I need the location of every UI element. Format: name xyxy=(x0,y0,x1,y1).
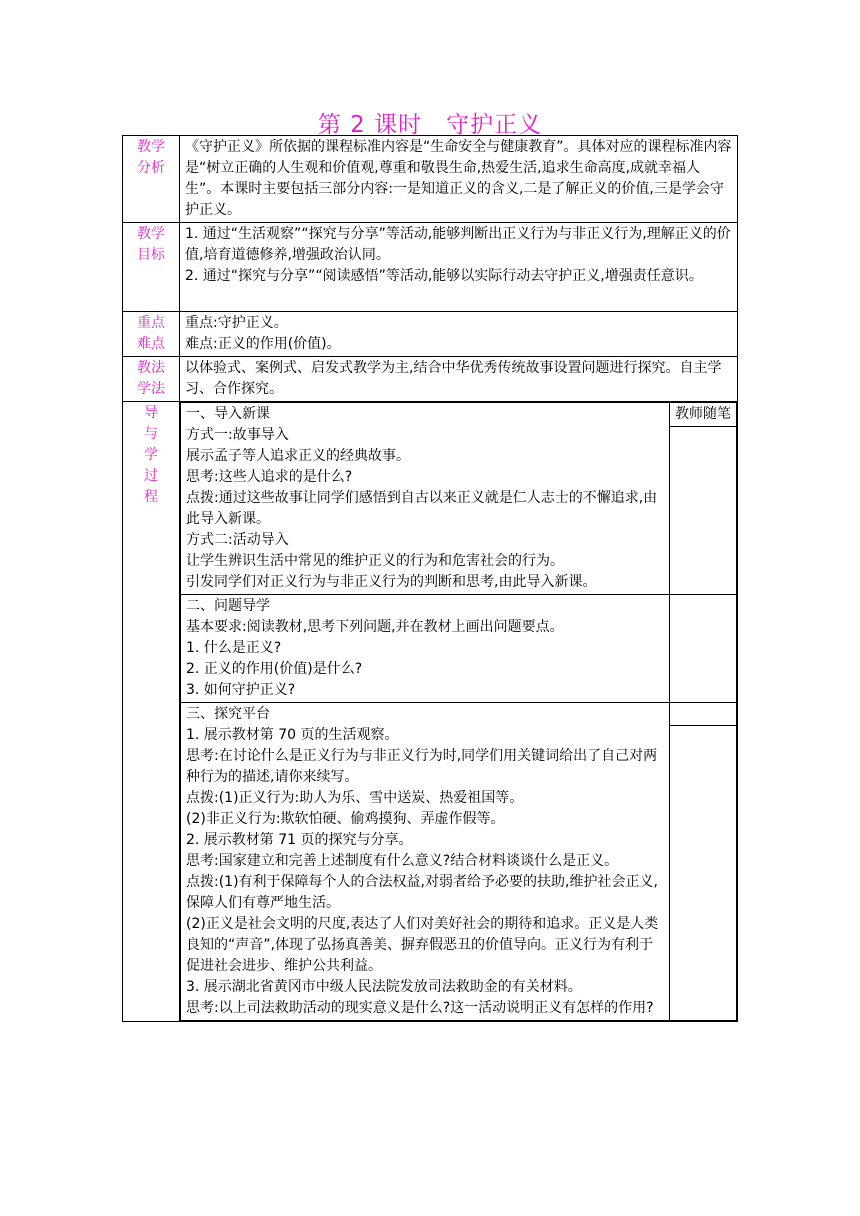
process-label xyxy=(123,402,180,1022)
teacher-notes-column xyxy=(670,403,737,595)
notes-divider xyxy=(670,703,736,726)
section-heading: 二、问题导学 xyxy=(186,598,270,614)
section-heading: 三、探究平台 xyxy=(186,706,270,722)
text-line: 3. 展示湖北省黄冈市中级人民法院发放司法救助金的有关材料。 xyxy=(186,979,582,995)
section-intro-text xyxy=(181,403,670,595)
key-point-item: 难点:正义的作用(价值)。 xyxy=(185,336,341,352)
section-explore-text xyxy=(181,703,670,1021)
process-table xyxy=(180,402,737,1021)
section-questions-text xyxy=(181,595,670,703)
process-content xyxy=(180,402,738,1022)
text-line: 让学生辨识生活中常见的维护正义的行为和危害社会的行为。 xyxy=(186,553,564,569)
text-line: 3. 如何守护正义? xyxy=(186,682,296,698)
text-line: 引发同学们对正义行为与非正义行为的判断和思考,由此导入新课。 xyxy=(186,574,597,590)
teaching-analysis-label xyxy=(123,136,180,223)
label-line: 重点 xyxy=(137,315,165,331)
process-row xyxy=(123,402,738,1022)
label-line: 教法 xyxy=(137,360,165,376)
teaching-goals-row xyxy=(123,223,738,312)
label-line: 分析 xyxy=(137,160,165,176)
teaching-goals-text xyxy=(180,223,738,312)
text-line: 思考:这些人追求的是什么? xyxy=(186,469,353,485)
label-line: 教学 xyxy=(137,226,165,242)
text-line: 点拨:通过这些故事让同学们感悟到自古以来正义就是仁人志士的不懈追求,由此导入新课。 xyxy=(186,490,658,527)
text-line: 1. 展示教材第 70 页的生活观察。 xyxy=(186,727,399,743)
label-line: 学法 xyxy=(137,381,165,397)
label-line: 与 xyxy=(144,426,158,442)
method-text: 以体验式、案例式、启发式教学为主,结合中华优秀传统故事设置问题进行探究。自主学习、合作探究。 xyxy=(180,357,738,402)
text-line: (2)非正义行为:欺软怕硬、偷鸡摸狗、弄虚作假等。 xyxy=(186,811,505,827)
label-line: 教学 xyxy=(137,139,165,155)
text-line: 展示孟子等人追求正义的经典故事。 xyxy=(186,448,410,464)
text-line: 思考:在讨论什么是正义行为与非正义行为时,同学们用关键词给出了自己对两种行为的描述,请你来续写。 xyxy=(186,748,658,785)
key-points-row xyxy=(123,312,738,357)
text-line: 2. 展示教材第 71 页的探究与分享。 xyxy=(186,832,413,848)
key-point-item: 重点:守护正义。 xyxy=(185,315,288,331)
label-line: 目标 xyxy=(137,247,165,263)
teacher-notes-cell xyxy=(670,595,737,703)
text-line: 思考:国家建立和完善上述制度有什么意义?结合材料谈谈什么是正义。 xyxy=(186,853,619,869)
lesson-plan-table xyxy=(122,135,738,1022)
key-points-label xyxy=(123,312,180,357)
section-heading: 一、导入新课 xyxy=(186,406,270,422)
label-line: 学 xyxy=(144,447,158,463)
teaching-analysis-text: 《守护正义》所依据的课程标准内容是“生命安全与健康教育”。具体对应的课程标准内容是“树立正确的人生观和价值观,尊重和敬畏生命,热爱生活,追求生命高度,成就幸福人生”。本课时主要包括三部分内容:一是知道正义的含义,二是了解正义的价值,三是学会守护正义。 xyxy=(180,136,738,223)
section-questions xyxy=(181,595,737,703)
text-line: 1. 什么是正义? xyxy=(186,640,282,656)
teaching-goals-label xyxy=(123,223,180,312)
method-label xyxy=(123,357,180,402)
text-line: 点拨:(1)有利于保障每个人的合法权益,对弱者给予必要的扶助,维护社会正义,保障人们有尊严地生活。 xyxy=(186,874,658,911)
key-points-text xyxy=(180,312,738,357)
text-line: 思考:以上司法救助活动的现实意义是什么?这一活动说明正义有怎样的作用? xyxy=(186,1000,654,1016)
label-line: 程 xyxy=(144,489,158,505)
text-line: 2. 正义的作用(价值)是什么? xyxy=(186,661,363,677)
page-title: 第 2 课时 守护正义 xyxy=(317,112,543,138)
section-explore xyxy=(181,703,737,1021)
text-line: 方式二:活动导入 xyxy=(186,532,289,548)
text-line: 基本要求:阅读教材,思考下列问题,并在教材上画出问题要点。 xyxy=(186,619,564,635)
teacher-notes-header: 教师随笔 xyxy=(670,403,736,427)
label-line: 导 xyxy=(144,405,158,421)
text-line: (2)正义是社会文明的尺度,表达了人们对美好社会的期待和追求。正义是人类良知的“声音”,体现了弘扬真善美、摒弃假恶丑的价值导向。正义行为有利于促进社会进步、维护公共利益。 xyxy=(186,916,659,974)
teacher-notes-cell xyxy=(670,703,737,1021)
teaching-analysis-row xyxy=(123,136,738,223)
goal-item: 2. 通过“探究与分享”“阅读感悟”等活动,能够以实际行动去守护正义,增强责任意识。 xyxy=(185,268,703,284)
text-line: 点拨:(1)正义行为:助人为乐、雪中送炭、热爱祖国等。 xyxy=(186,790,524,806)
goal-item: 1. 通过“生活观察”“探究与分享”等活动,能够判断出正义行为与非正义行为,理解正义的价值,培育道德修养,增强政治认同。 xyxy=(185,226,731,263)
text-line: 方式一:故事导入 xyxy=(186,427,289,443)
label-line: 过 xyxy=(144,468,158,484)
label-line: 难点 xyxy=(137,336,165,352)
section-intro xyxy=(181,403,737,595)
method-row xyxy=(123,357,738,402)
